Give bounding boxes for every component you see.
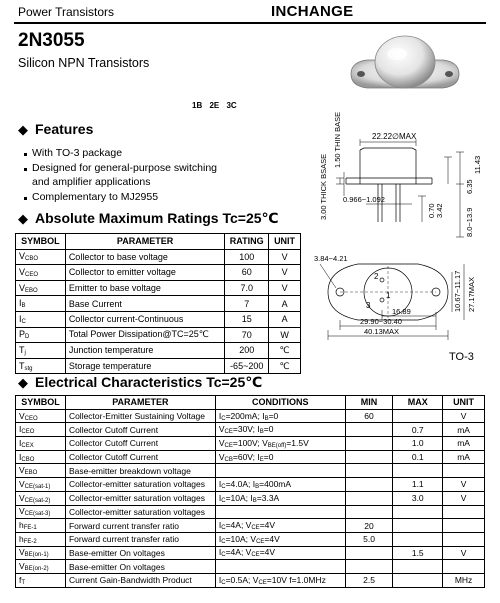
symbol-letter: T <box>19 360 25 371</box>
unit-cell: V <box>269 249 301 265</box>
unit-cell: ℃ <box>269 343 301 359</box>
unit-cell <box>443 532 485 546</box>
features-list <box>24 146 324 204</box>
condition-symbol: V <box>218 424 225 435</box>
feature-item: Complementary to MJ2955 <box>24 190 324 205</box>
symbol-subscript: CBO <box>25 256 39 263</box>
dim-stub-b: 3.42 <box>435 203 444 218</box>
symbol-cell <box>16 327 66 343</box>
symbol-cell <box>16 409 66 423</box>
parameter-cell: Collector current-Continuous <box>65 311 224 327</box>
min-cell <box>345 437 393 451</box>
symbol-cell <box>16 546 66 560</box>
unit-cell: A <box>269 311 301 327</box>
part-number: 2N3055 <box>18 30 85 51</box>
parameter-cell: Forward current transfer ratio <box>65 519 215 533</box>
table-row <box>16 311 301 327</box>
unit-cell <box>443 519 485 533</box>
rating-cell: 60 <box>225 265 269 281</box>
condition-symbol: I <box>218 410 222 421</box>
condition-value: =100V; <box>232 437 263 448</box>
unit-cell: V <box>269 280 301 296</box>
unit-cell: MHz <box>443 573 485 587</box>
symbol-letter: I <box>19 313 22 324</box>
conditions-cell <box>215 478 345 492</box>
parameter-cell: Collector Cutoff Current <box>65 423 215 437</box>
condition-subscript: B <box>255 483 260 490</box>
max-cell: 1.5 <box>393 546 443 560</box>
condition-value: =10A; <box>225 492 251 503</box>
condition-value: =200mA; <box>225 410 263 421</box>
condition-symbol: I <box>250 492 253 503</box>
symbol-letter: V <box>19 266 26 277</box>
parameter-cell: Base-emitter On voltages <box>65 546 215 560</box>
max-cell: 0.1 <box>393 450 443 464</box>
feature-item: Designed for general-purpose switching <box>24 161 324 176</box>
parameter-cell: Collector Cutoff Current <box>65 450 215 464</box>
table-row <box>16 327 301 343</box>
parameter-cell: Base-emitter breakdown voltage <box>65 464 215 478</box>
column-header: PARAMETER <box>65 396 215 410</box>
symbol-subscript: CEO <box>24 415 38 422</box>
symbol-cell <box>16 343 66 359</box>
condition-subscript: CB <box>224 456 233 463</box>
features-heading: ◆ Features <box>18 121 94 137</box>
table-row <box>16 296 301 312</box>
condition-value: =10A; <box>225 533 251 544</box>
diamond-bullet-icon: ◆ <box>18 211 28 226</box>
min-cell <box>345 478 393 492</box>
max-cell <box>393 532 443 546</box>
dim-hole-spacing: 29.90~30.40 <box>360 317 402 326</box>
symbol-subscript: EBO <box>25 287 38 294</box>
symbol-subscript: BE(on-2) <box>24 566 49 573</box>
header-divider <box>14 22 486 24</box>
column-header: UNIT <box>269 234 301 250</box>
symbol-subscript: CE(sat-3) <box>24 511 51 518</box>
pin-label-2: 2 <box>374 272 379 281</box>
symbol-letter: I <box>19 424 22 435</box>
column-header: RATING <box>225 234 269 250</box>
parameter-cell: Collector-Emitter Sustaining Voltage <box>65 409 215 423</box>
condition-subscript: C <box>221 415 226 422</box>
unit-cell: W <box>269 327 301 343</box>
abs-max-table <box>15 233 301 374</box>
symbol-letter: V <box>19 492 25 503</box>
dim-stub-a: 0.70 <box>427 203 436 218</box>
table-row <box>16 423 485 437</box>
conditions-cell <box>215 532 345 546</box>
unit-cell: mA <box>443 423 485 437</box>
parameter-cell: Junction temperature <box>65 343 224 359</box>
symbol-cell <box>16 437 66 451</box>
condition-value: =1.5V <box>286 437 309 448</box>
condition-value: =4V <box>259 520 276 531</box>
condition-subscript: C <box>221 497 226 504</box>
condition-value: =0 <box>263 424 274 435</box>
package-top-drawing <box>300 250 490 350</box>
condition-symbol: I <box>218 520 222 531</box>
condition-symbol: I <box>218 574 222 585</box>
condition-value: =4.0A; <box>225 478 253 489</box>
symbol-letter: I <box>19 298 22 309</box>
symbol-letter: V <box>19 547 25 558</box>
header-category: Power Transistors <box>18 5 115 19</box>
conditions-cell <box>215 560 345 574</box>
condition-symbol: V <box>218 451 225 462</box>
condition-symbol: I <box>252 478 256 489</box>
symbol-cell <box>16 311 66 327</box>
parameter-cell: Collector to emitter voltage <box>65 265 224 281</box>
condition-symbol: V <box>250 533 257 544</box>
condition-subscript: BE(off) <box>267 442 287 449</box>
condition-subscript: CE <box>256 538 265 545</box>
unit-cell: V <box>443 546 485 560</box>
dim-width-a: 10.67~11.17 <box>453 270 462 312</box>
max-cell <box>393 505 443 519</box>
symbol-letter: V <box>19 478 25 489</box>
conditions-cell <box>215 437 345 451</box>
symbol-cell <box>16 573 66 587</box>
parameter-cell: Collector to base voltage <box>65 249 224 265</box>
rating-cell: 7 <box>225 296 269 312</box>
symbol-cell <box>16 478 66 492</box>
rating-cell: 15 <box>225 311 269 327</box>
max-cell <box>393 464 443 478</box>
condition-subscript: E <box>259 456 264 463</box>
table-header-row <box>16 396 485 410</box>
parameter-cell: Forward current transfer ratio <box>65 532 215 546</box>
dim-thick-base: 3.00 THICK BSASE <box>319 153 328 220</box>
condition-subscript: B <box>252 497 257 504</box>
conditions-cell <box>215 546 345 560</box>
rating-cell: 70 <box>225 327 269 343</box>
condition-symbol: V <box>252 574 259 585</box>
condition-subscript: CE <box>224 429 233 436</box>
unit-cell <box>443 505 485 519</box>
elec-char-table <box>15 395 485 588</box>
symbol-subscript: j <box>24 349 26 356</box>
min-cell <box>345 464 393 478</box>
column-header: UNIT <box>443 396 485 410</box>
condition-symbol: I <box>218 492 222 503</box>
symbol-subscript: B <box>21 303 26 310</box>
symbol-cell <box>16 450 66 464</box>
condition-value: =3.3A <box>256 492 280 503</box>
condition-symbol: I <box>257 451 260 462</box>
symbol-subscript: BE(on-1) <box>24 552 49 559</box>
conditions-cell <box>215 505 345 519</box>
condition-symbol: V <box>245 547 252 558</box>
feature-item: With TO-3 package <box>24 146 324 161</box>
rating-cell: 100 <box>225 249 269 265</box>
table-row <box>16 491 485 505</box>
condition-subscript: CE <box>251 525 260 532</box>
symbol-letter: V <box>19 410 25 421</box>
symbol-letter: T <box>19 344 25 355</box>
parameter-cell: Collector-emitter saturation voltages <box>65 505 215 519</box>
min-cell: 2.5 <box>345 573 393 587</box>
dim-width-b: 27.17MAX <box>467 276 476 312</box>
symbol-cell <box>16 249 66 265</box>
diamond-bullet-icon: ◆ <box>18 375 28 390</box>
table-row <box>16 249 301 265</box>
parameter-cell: Total Power Dissipation@TC=25℃ <box>65 327 224 343</box>
condition-subscript: C <box>221 579 226 586</box>
conditions-cell <box>215 519 345 533</box>
condition-subscript: CE <box>258 579 267 586</box>
table-row <box>16 358 301 374</box>
conditions-cell <box>215 491 345 505</box>
symbol-letter: V <box>19 506 25 517</box>
unit-cell: V <box>443 491 485 505</box>
elec-char-heading: ◆ Electrical Characteristics Tc=25℃ <box>18 374 263 390</box>
parameter-cell: Storage temperature <box>65 358 224 374</box>
table-row <box>16 265 301 281</box>
table-row <box>16 343 301 359</box>
table-row <box>16 532 485 546</box>
rating-cell: -65~200 <box>225 358 269 374</box>
unit-cell: mA <box>443 437 485 451</box>
symbol-letter: V <box>19 282 26 293</box>
table-row <box>16 464 485 478</box>
condition-value: =4V <box>259 547 276 558</box>
column-header: SYMBOL <box>16 396 66 410</box>
symbol-letter: f <box>19 574 22 585</box>
symbol-letter: P <box>19 329 26 340</box>
symbol-cell <box>16 280 66 296</box>
symbol-subscript: CE(sat-2) <box>24 497 51 504</box>
unit-cell: V <box>443 409 485 423</box>
symbol-subscript: FE-2 <box>23 538 37 545</box>
max-cell <box>393 519 443 533</box>
condition-symbol: I <box>257 424 260 435</box>
condition-value: =0.5A; <box>225 574 253 585</box>
parameter-cell: Collector-emitter saturation voltages <box>65 491 215 505</box>
unit-cell <box>443 560 485 574</box>
column-header: CONDITIONS <box>215 396 345 410</box>
condition-value: =30V; <box>232 424 258 435</box>
condition-value: =400mA <box>259 478 292 489</box>
table-row <box>16 519 485 533</box>
dim-pin-diameter: 0.966~1.092 <box>343 195 385 204</box>
symbol-letter: V <box>19 251 26 262</box>
dim-pin-spacing: 16.89 <box>392 307 411 316</box>
symbol-cell <box>16 505 66 519</box>
unit-cell: V <box>269 265 301 281</box>
min-cell <box>345 560 393 574</box>
table-row <box>16 546 485 560</box>
symbol-letter: I <box>19 437 22 448</box>
parameter-cell: Collector-emitter saturation voltages <box>65 478 215 492</box>
column-header: MAX <box>393 396 443 410</box>
dim-max-width: 22.22∅MAX <box>372 132 417 141</box>
min-cell <box>345 505 393 519</box>
symbol-letter: I <box>19 451 22 462</box>
condition-value: =0 <box>263 451 274 462</box>
symbol-subscript: EBO <box>24 470 38 477</box>
symbol-subscript: CEO <box>21 429 35 436</box>
condition-symbol: I <box>218 478 222 489</box>
dim-hole: 3.84~4.21 <box>314 254 348 263</box>
symbol-cell <box>16 464 66 478</box>
symbol-cell <box>16 519 66 533</box>
parameter-cell: Base-emitter On voltages <box>65 560 215 574</box>
condition-subscript: C <box>221 483 226 490</box>
pinout-label: 1B 2E 3C <box>192 101 237 110</box>
abs-max-heading: ◆ Absolute Maximum Ratings Tc=25℃ <box>18 210 279 226</box>
symbol-subscript: CEO <box>25 271 39 278</box>
conditions-cell <box>215 573 345 587</box>
min-cell <box>345 423 393 437</box>
symbol-cell <box>16 265 66 281</box>
max-cell <box>393 573 443 587</box>
condition-symbol: V <box>218 437 225 448</box>
symbol-cell <box>16 532 66 546</box>
diamond-bullet-icon: ◆ <box>18 122 28 137</box>
symbol-subscript: C <box>21 318 26 325</box>
dim-lead-length: 8.0~13.9 <box>465 207 474 237</box>
pin-label-1: 1 <box>386 291 391 300</box>
dim-height-b: 11.43 <box>473 155 482 174</box>
min-cell: 60 <box>345 409 393 423</box>
parameter-cell: Emitter to base voltage <box>65 280 224 296</box>
column-header: SYMBOL <box>16 234 66 250</box>
dim-overall: 40.13MAX <box>364 327 400 336</box>
min-cell <box>345 450 393 464</box>
min-cell <box>345 546 393 560</box>
condition-value: =4A; <box>225 547 246 558</box>
max-cell: 0.7 <box>393 423 443 437</box>
condition-subscript: CE <box>224 442 233 449</box>
min-cell: 5.0 <box>345 532 393 546</box>
package-side-drawing <box>300 112 490 248</box>
table-row <box>16 573 485 587</box>
part-subtitle: Silicon NPN Transistors <box>18 56 150 70</box>
unit-cell: mA <box>443 450 485 464</box>
column-header: PARAMETER <box>65 234 224 250</box>
symbol-cell <box>16 560 66 574</box>
symbol-subscript: CBO <box>21 456 35 463</box>
package-name: TO-3 <box>449 351 474 363</box>
unit-cell: A <box>269 296 301 312</box>
conditions-cell <box>215 450 345 464</box>
max-cell <box>393 409 443 423</box>
symbol-subscript: CE(sat-1) <box>24 483 51 490</box>
table-row <box>16 560 485 574</box>
table-row <box>16 437 485 451</box>
condition-value: =60V; <box>232 451 258 462</box>
max-cell: 1.1 <box>393 478 443 492</box>
column-header: MIN <box>345 396 393 410</box>
transistor-photo <box>345 32 465 107</box>
max-cell <box>393 560 443 574</box>
symbol-subscript: D <box>25 334 30 341</box>
condition-subscript: C <box>221 552 226 559</box>
dim-thin-base: 1.50 THIN BASE <box>333 112 342 168</box>
conditions-cell <box>215 464 345 478</box>
conditions-cell <box>215 409 345 423</box>
max-cell: 3.0 <box>393 491 443 505</box>
condition-symbol: I <box>218 533 222 544</box>
feature-item-continuation: and amplifier applications <box>32 176 151 188</box>
condition-symbol: V <box>245 520 252 531</box>
symbol-letter: V <box>19 465 25 476</box>
min-cell <box>345 491 393 505</box>
parameter-cell: Collector Cutoff Current <box>65 437 215 451</box>
table-row <box>16 409 485 423</box>
condition-subscript: B <box>259 429 264 436</box>
symbol-subscript: FE-1 <box>23 525 37 532</box>
symbol-letter: V <box>19 561 25 572</box>
unit-cell: ℃ <box>269 358 301 374</box>
symbol-letter: h <box>19 520 24 531</box>
header-brand: INCHANGE <box>271 3 354 20</box>
unit-cell <box>443 464 485 478</box>
symbol-cell <box>16 423 66 437</box>
pin-label-3: 3 <box>366 301 371 310</box>
condition-value: =4V <box>264 533 280 544</box>
condition-value: =10V f=1.0MHz <box>266 574 326 585</box>
parameter-cell: Current Gain-Bandwidth Product <box>65 573 215 587</box>
condition-symbol: I <box>218 547 222 558</box>
symbol-subscript: stg <box>24 365 33 372</box>
parameter-cell: Base Current <box>65 296 224 312</box>
condition-value: =0 <box>268 410 279 421</box>
table-row <box>16 478 485 492</box>
condition-symbol: I <box>262 410 265 421</box>
symbol-cell <box>16 491 66 505</box>
symbol-subscript: CEX <box>21 442 34 449</box>
table-header-row <box>16 234 301 250</box>
condition-subscript: C <box>221 525 226 532</box>
condition-subscript: B <box>264 415 269 422</box>
condition-symbol: V <box>262 437 268 448</box>
condition-subscript: CE <box>251 552 260 559</box>
min-cell: 20 <box>345 519 393 533</box>
condition-value: =4A; <box>225 520 246 531</box>
condition-subscript: C <box>221 538 226 545</box>
unit-cell: V <box>443 478 485 492</box>
symbol-cell <box>16 358 66 374</box>
symbol-cell <box>16 296 66 312</box>
conditions-cell <box>215 423 345 437</box>
max-cell: 1.0 <box>393 437 443 451</box>
symbol-letter: h <box>19 533 24 544</box>
table-row <box>16 280 301 296</box>
dim-height-a: 6.35 <box>465 179 474 194</box>
rating-cell: 200 <box>225 343 269 359</box>
rating-cell: 7.0 <box>225 280 269 296</box>
symbol-subscript: T <box>21 579 26 586</box>
table-row <box>16 450 485 464</box>
table-row <box>16 505 485 519</box>
